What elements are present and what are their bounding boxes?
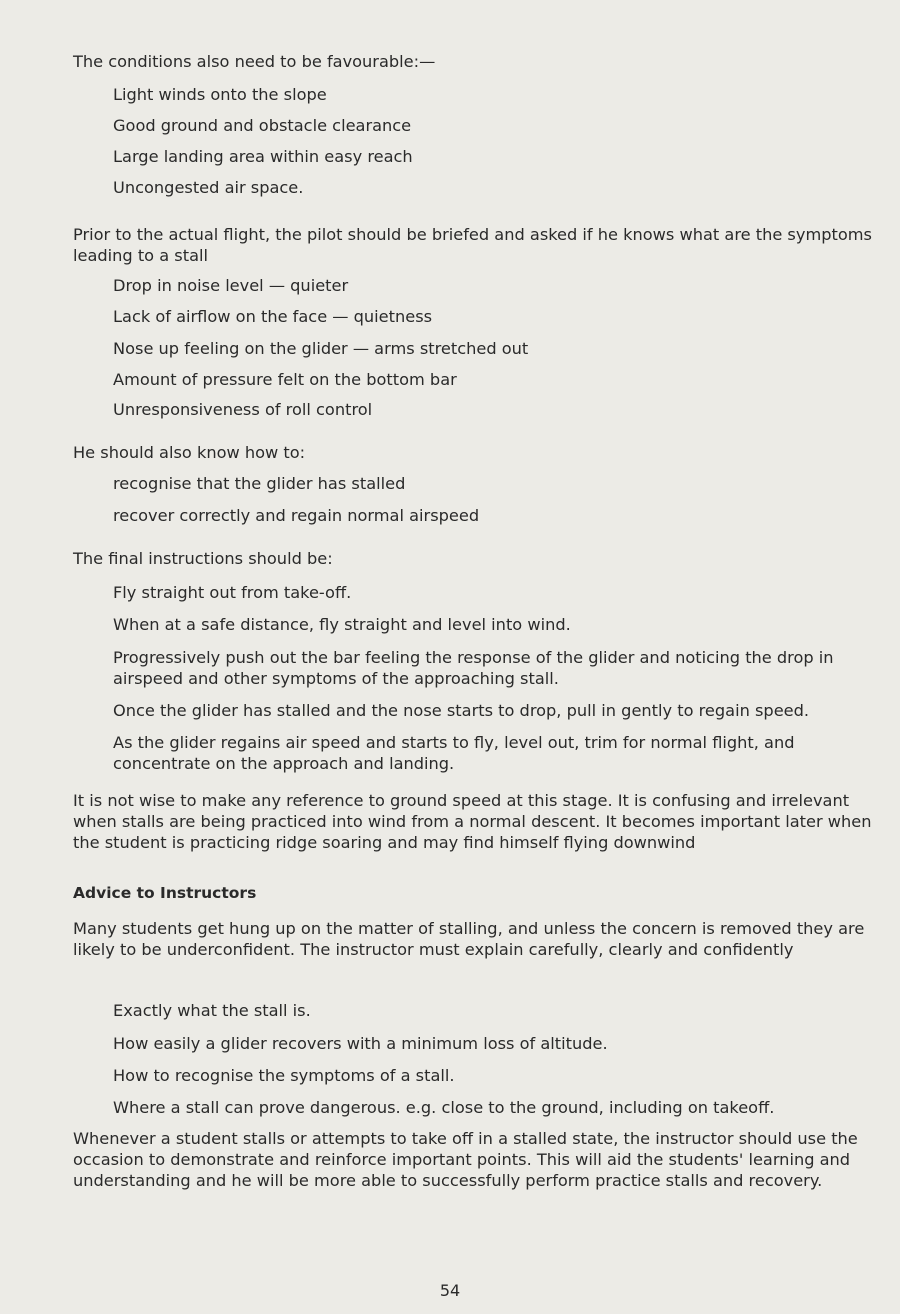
not-wise-paragraph: It is not wise to make any reference to ground speed at this stage. It is confusing and irrelevant when stalls are being practiced into wind from a normal descent. It becomes important later when the student is practicing ridge soaring and may find himself flying downwind	[73, 791, 872, 852]
explain-item: Where a stall can prove dangerous. e.g. close to the ground, including on takeoff.	[113, 1098, 775, 1117]
explain-item: How easily a glider recovers with a minimum loss of altitude.	[113, 1034, 608, 1053]
condition-item: Large landing area within easy reach	[113, 147, 413, 166]
explain-item: Exactly what the stall is.	[113, 1001, 311, 1020]
advice-heading: Advice to Instructors	[73, 884, 257, 902]
advice-paragraph: Many students get hung up on the matter of stalling, and unless the concern is removed they are likely to be underconfident. The instructor must explain carefully, clearly and confidently	[73, 919, 865, 959]
final-item: Once the glider has stalled and the nose starts to drop, pull in gently to regain speed.	[113, 701, 810, 720]
symptom-item: Amount of pressure felt on the bottom bar	[113, 370, 457, 389]
know-item: recognise that the glider has stalled	[113, 474, 406, 493]
final-item: Progressively push out the bar feeling the response of the glider and noticing the drop in airspeed and other symptoms of the approaching stall.	[113, 648, 834, 688]
conditions-intro: The conditions also need to be favourable:—	[73, 52, 436, 71]
page-number: 54	[439, 1281, 461, 1300]
symptom-item: Lack of airflow on the face — quietness	[113, 307, 433, 326]
condition-item: Uncongested air space.	[113, 178, 304, 197]
symptom-item: Unresponsiveness of roll control	[113, 400, 373, 419]
condition-item: Good ground and obstacle clearance	[113, 116, 412, 135]
whenever-paragraph: Whenever a student stalls or attempts to take off in a stalled state, the instructor should use the occasion to demonstrate and reinforce important points. This will aid the students' learning and understanding and he will be more able to successfully perform practice stalls and recovery.	[73, 1129, 858, 1190]
final-intro: The final instructions should be:	[73, 549, 333, 568]
final-item: As the glider regains air speed and starts to fly, level out, trim for normal flight, and concentrate on the approach and landing.	[113, 733, 795, 773]
know-how-line: He should also know how to:	[73, 443, 306, 462]
explain-item: How to recognise the symptoms of a stall.	[113, 1066, 455, 1085]
condition-item: Light winds onto the slope	[113, 85, 327, 104]
know-item: recover correctly and regain normal airspeed	[113, 506, 480, 525]
symptom-item: Drop in noise level — quieter	[113, 276, 349, 295]
final-item: When at a safe distance, fly straight and level into wind.	[113, 615, 571, 634]
prior-paragraph: Prior to the actual flight, the pilot should be briefed and asked if he knows what are the symptoms leading to a stall	[73, 225, 872, 265]
symptom-item: Nose up feeling on the glider — arms stretched out	[113, 339, 529, 358]
final-item: Fly straight out from take-off.	[113, 583, 352, 602]
